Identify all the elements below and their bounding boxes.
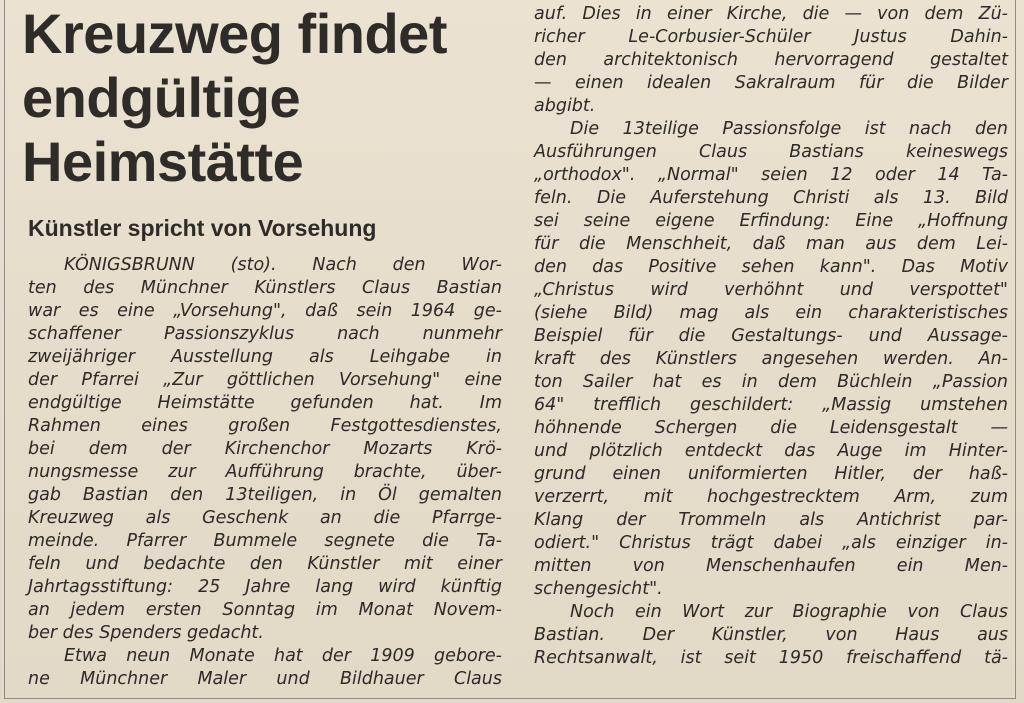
body-line: mitten von Menschenhaufen ein Men-	[534, 556, 1008, 576]
body-line: kraft des Künstlers angesehen werden. An-	[534, 349, 1008, 369]
body-line: 64" trefflich geschildert: „Massig umstehen	[534, 395, 1008, 415]
body-line: Die 13teilige Passionsfolge ist nach den	[570, 119, 1008, 139]
body-line: Bastian. Der Künstler, von Haus aus	[534, 625, 1008, 645]
body-line: ne Münchner Maler und Bildhauer Claus	[28, 669, 502, 689]
body-line: auf. Dies in einer Kirche, die — von dem Zü-	[534, 4, 1008, 24]
body-line: Kreuzweg als Geschenk an die Pfarrge-	[28, 508, 502, 528]
body-line: abgibt.	[534, 96, 596, 116]
left-column-text	[22, 254, 504, 691]
body-line: Klang der Trommeln als Antichrist par-	[534, 510, 1008, 530]
body-line: bei dem der Kirchenchor Mozarts Krö-	[28, 439, 502, 459]
body-line: „orthodox". „Normal" seien 12 oder 14 Ta-	[534, 165, 1008, 185]
headline-line: Kreuzweg findet	[22, 2, 447, 65]
body-line: Beispiel für die Gestaltungs- und Aussage-	[534, 326, 1008, 346]
subheadline: Künstler spricht von Vorsehung	[28, 215, 377, 241]
body-line: ten des Münchner Künstlers Claus Bastian	[28, 278, 502, 298]
body-line: ber des Spenders gedacht.	[28, 623, 264, 643]
body-line: der Pfarrei „Zur göttlichen Vorsehung" eine	[28, 370, 502, 390]
body-line: „Christus wird verhöhnt und verspottet"	[534, 280, 1008, 300]
body-line: den architektonisch hervorragend gestaltet	[534, 50, 1008, 70]
body-line: endgültige Heimstätte gefunden hat. Im	[28, 393, 502, 413]
headline-line: Heimstätte	[22, 130, 304, 193]
body-line: an jedem ersten Sonntag im Monat Novem-	[28, 600, 502, 620]
body-line: den das Positive sehen kann". Das Motiv	[534, 257, 1008, 277]
body-line: für die Menschheit, daß man aus dem Lei-	[534, 234, 1008, 254]
body-line: schaffener Passionszyklus nach nunmehr	[28, 324, 502, 344]
body-line: verzerrt, mit hochgestrecktem Arm, zum	[534, 487, 1008, 507]
body-line: ton Sailer hat es in dem Büchlein „Passion	[534, 372, 1008, 392]
body-line: Jahrtagsstiftung: 25 Jahre lang wird künftig	[28, 577, 502, 597]
headline	[22, 2, 504, 194]
body-line: gab Bastian den 13teiligen, in Öl gemalten	[28, 485, 502, 505]
right-column	[534, 3, 1010, 670]
body-line: Ausführungen Claus Bastians keineswegs	[534, 142, 1008, 162]
body-line: sei seine eigene Erfindung: Eine „Hoffnung	[534, 211, 1008, 231]
body-line: KÖNIGSBRUNN (sto). Nach den Wor-	[64, 255, 502, 275]
body-line: Noch ein Wort zur Biographie von Claus	[570, 602, 1008, 622]
body-line: feln und bedachte den Künstler mit einer	[28, 554, 502, 574]
body-line: war es eine „Vorsehung", daß sein 1964 ge-	[28, 301, 502, 321]
body-line: meinde. Pfarrer Bummele segnete die Ta-	[28, 531, 502, 551]
headline-line: endgültige	[22, 66, 301, 129]
body-line: zweijähriger Ausstellung als Leihgabe in	[28, 347, 502, 367]
body-line: nungsmesse zur Aufführung brachte, über-	[28, 462, 502, 482]
left-column	[22, 2, 504, 691]
body-line: Rechtsanwalt, ist seit 1950 freischaffend tä-	[534, 648, 1008, 668]
body-line: — einen idealen Sakralraum für die Bilder	[534, 73, 1008, 93]
body-line: Rahmen eines großen Festgottesdienstes,	[28, 416, 502, 436]
body-line: und plötzlich entdeckt das Auge im Hinter-	[534, 441, 1008, 461]
body-line: feln. Die Auferstehung Christi als 13. Bild	[534, 188, 1008, 208]
body-line: höhnende Schergen die Leidensgestalt —	[534, 418, 1008, 438]
body-line: Etwa neun Monate hat der 1909 gebore-	[64, 646, 502, 666]
body-line: richer Le-Corbusier-Schüler Justus Dahin-	[534, 27, 1008, 47]
body-line: grund einen uniformierten Hitler, der haß-	[534, 464, 1008, 484]
body-line: schengesicht".	[534, 579, 663, 599]
body-line: (siehe Bild) mag als ein charakteristisches	[534, 303, 1008, 323]
body-line: odiert." Christus trägt dabei „als einziger in-	[534, 533, 1008, 553]
